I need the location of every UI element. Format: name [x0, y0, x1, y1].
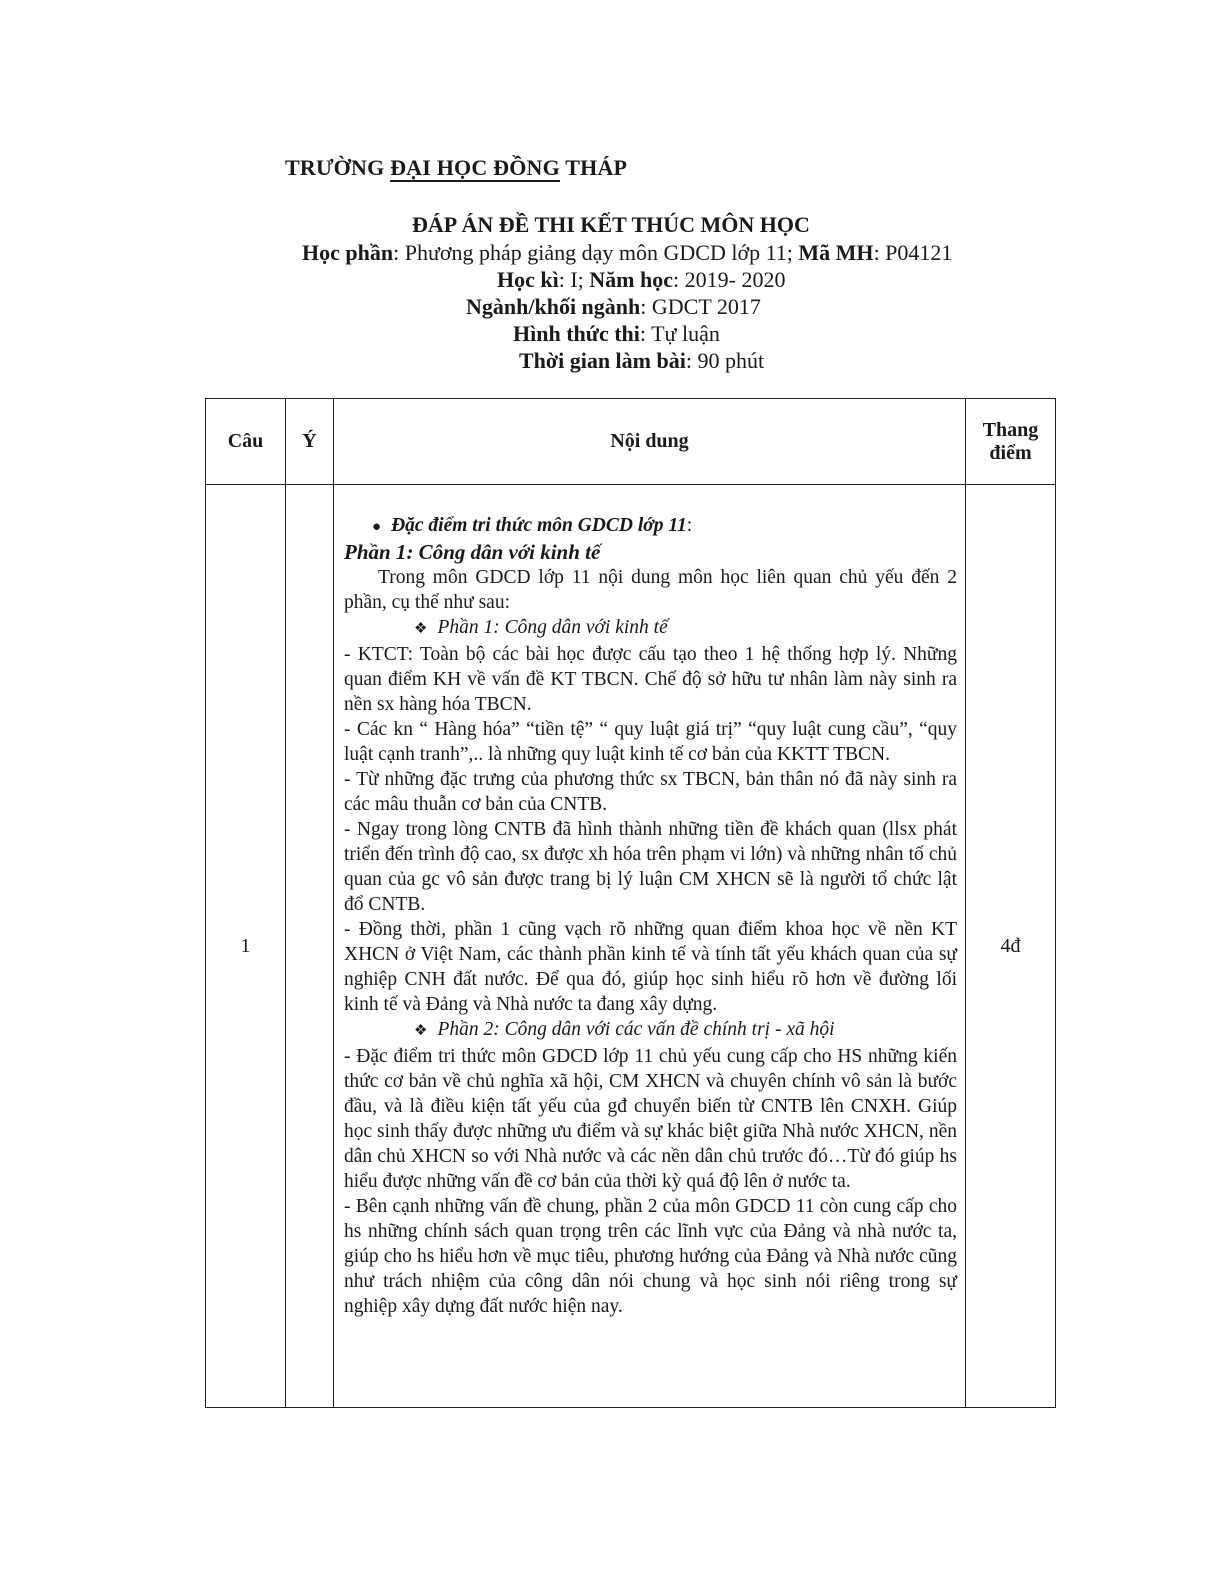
school-underlined: ĐẠI HỌC ĐỒNG: [390, 155, 560, 180]
diamond-bullet-icon: ❖: [414, 621, 428, 637]
header-noi-dung: Nội dung: [334, 399, 966, 485]
sub-heading-2: [344, 1017, 957, 1044]
semester-label: Học kì: [497, 267, 559, 292]
format-label: Hình thức thi: [513, 321, 640, 346]
school-suffix: THÁP: [559, 155, 628, 180]
document-title: ĐÁP ÁN ĐỀ THI KẾT THÚC MÔN HỌC: [412, 212, 810, 237]
table-row: [206, 485, 1056, 1408]
part1-title: [344, 540, 957, 565]
header-thang-diem: [966, 399, 1056, 485]
diamond-bullet-icon: ❖: [414, 1023, 428, 1039]
bullet-title: [344, 513, 957, 540]
header-cau: Câu: [206, 399, 286, 485]
school-name: [285, 155, 627, 181]
bullet-title-text: Đặc điểm tri thức môn GDCD lớp 11: [391, 515, 687, 536]
header-y: Ý: [286, 399, 334, 485]
paragraph-2: - Các kn “ Hàng hóa” “tiền tệ” “ quy luật giá trị” “quy luật cung cầu”, “quy luật cạnh tranh”,.. là những quy luật kinh tế cơ bản của KKTT TBCN.: [344, 719, 957, 765]
format-value: : Tự luận: [639, 321, 720, 346]
score-cell: 4đ: [966, 485, 1056, 1408]
major-value: : GDCT 2017: [640, 294, 761, 319]
sub-heading-1-text: Phần 1: Công dân với kinh tế: [437, 617, 668, 638]
course-line: [302, 240, 952, 266]
paragraph-4: - Ngay trong lòng CNTB đã hình thành những tiền đề khách quan (llsx phát triển đến trình độ cao, sx được xh hóa trên phạm vi lớn) và những nhân tố chủ quan của gc vô sản được trang bị lý luận CM XHCN sẽ là người tổ chức lật đổ CNTB.: [344, 819, 957, 915]
paragraph-7: - Bên cạnh những vấn đề chung, phần 2 của môn GDCD 11 còn cung cấp cho hs những chính sách quan trọng trên các lĩnh vực của Đảng và nhà nước ta, giúp cho hs hiểu hơn về mục tiêu, phương hướng của Đảng và Nhà nước cũng như trách nhiệm của công dân nói chung và học sinh nói riêng trong sự nghiệp xây dựng đất nước hiện nay.: [344, 1196, 957, 1317]
time-value: : 90 phút: [685, 348, 765, 373]
major-label: Ngành/khối ngành: [466, 294, 641, 319]
header-diem: điểm: [989, 441, 1032, 464]
course-value: : Phương pháp giảng dạy môn GDCD lớp 11;: [393, 240, 799, 265]
answer-table: [205, 398, 1056, 1408]
table-header-row: [206, 399, 1056, 485]
bullet-icon: ●: [372, 519, 382, 535]
year-label: Năm học: [589, 267, 674, 292]
sub-heading-1: [344, 615, 957, 642]
paragraph-6: - Đặc điểm tri thức môn GDCD lớp 11 chủ yếu cung cấp cho HS những kiến thức cơ bản về chủ nghĩa xã hội, CM XHCN và chuyên chính vô sản là bước đầu, và là điều kiện tất yếu của gđ chuyển biến từ CNTB lên CNXH. Giúp học sinh thấy được những ưu điểm và sự khác biệt giữa Nhà nước XHCN, nền dân chủ XHCN so với Nhà nước và các nền dân chủ trước đó…Từ đó giúp hs hiểu được những vấn đề cơ bản của thời kỳ quá độ lên ở nước ta.: [344, 1046, 957, 1192]
part1-title-a: Phần 1: [344, 540, 407, 564]
major-line: [466, 294, 761, 320]
header-thang: Thang: [982, 418, 1039, 441]
format-line: [513, 321, 720, 347]
time-label: Thời gian làm bài: [519, 348, 686, 373]
sub-heading-2-text: Phần 2: Công dân với các vấn đề chính trị - xã hội: [437, 1019, 835, 1040]
year-value: : 2019- 2020: [673, 267, 786, 292]
semester-value: : I;: [558, 267, 590, 292]
course-label: Học phần: [302, 240, 394, 265]
content-cell: [334, 485, 966, 1408]
code-label: Mã MH: [798, 240, 874, 265]
paragraph-1: - KTCT: Toàn bộ các bài học được cấu tạo theo 1 hệ thống hợp lý. Những quan điểm KH về vấn đề KT TBCN. Chế độ sở hữu tư nhân làm này sinh ra nền sx hàng hóa TBCN.: [344, 644, 957, 715]
part1-title-b: : Công dân với kinh tế: [406, 540, 601, 564]
intro-paragraph: Trong môn GDCD lớp 11 nội dung môn học liên quan chủ yếu đến 2 phần, cụ thể như sau:: [344, 567, 957, 613]
y-cell: [286, 485, 334, 1408]
school-prefix: TRƯỜNG: [285, 155, 391, 180]
semester-line: [497, 267, 785, 293]
paragraph-3: - Từ những đặc trưng của phương thức sx TBCN, bản thân nó đã này sinh ra các mâu thuẫn cơ bản của CNTB.: [344, 769, 957, 815]
cau-number: 1: [206, 485, 286, 1408]
time-line: [519, 348, 764, 374]
bullet-colon: :: [686, 515, 693, 536]
paragraph-5: - Đồng thời, phần 1 cũng vạch rõ những quan điểm khoa học về nền KT XHCN ở Việt Nam, các thành phần kinh tế và tính tất yếu khách quan của sự nghiệp CNH đất nước. Để qua đó, giúp học sinh hiểu rõ hơn về đường lối kinh tế và Đảng và Nhà nước ta đang xây dựng.: [344, 919, 957, 1015]
code-value: : P04121: [873, 240, 953, 265]
